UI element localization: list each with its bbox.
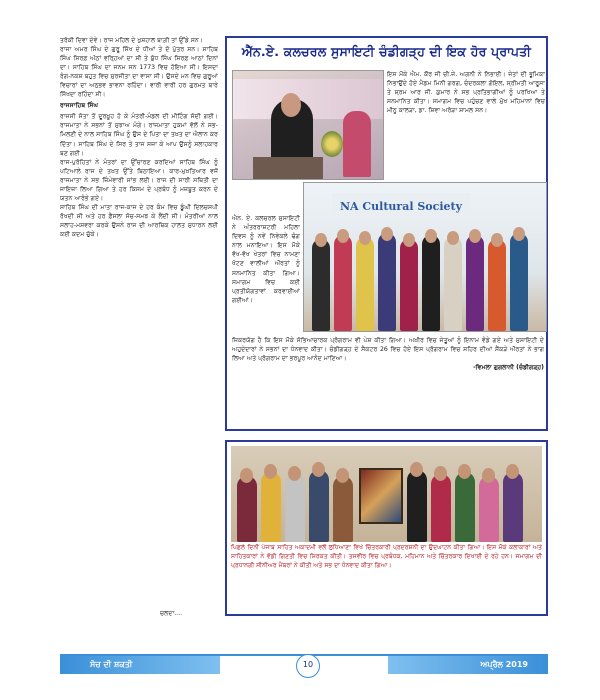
left-column-text: [60, 36, 218, 608]
footer-issue-date: ਅਪ੍ਰੈਲ 2019: [388, 656, 548, 674]
speaker-photo: [232, 70, 384, 180]
article-paragraph-bottom: [232, 336, 544, 428]
page-footer: [60, 654, 548, 678]
magazine-page: [60, 36, 548, 656]
article-paragraph-mid: ਐਨ. ਏ. ਕਲਚਰਲ ਸੁਸਾਇਟੀ ਨੇ ਅੰਤਰਰਾਸ਼ਟਰੀ ਮਹਿਲਾ ਦਿਵਸ ਨੂੰ ਨਵੇਂ ਨਿਵੇਕਲੇ ਢੰਗ ਨਾਲ ਮਨਾਇਆ। ਇਸ ਮੌਕੇ ਵੱਖ-ਵੱਖ ਖੇਤਰਾਂ ਵਿਚ ਨਾਮਣਾ ਖੱਟਣ ਵਾਲੀਆਂ ਔਰਤਾਂ ਨੂੰ ਸਨਮਾਨਿਤ ਕੀਤਾ ਗਿਆ। ਸਮਾਗਮ ਵਿਚ ਕਈ ਪ੍ਰਤੀਯੋਗਤਾਵਾਂ ਕਰਵਾਈਆਂ ਗਈਆਂ।: [232, 215, 300, 304]
article-box: [225, 36, 548, 431]
group-award-photo: [303, 182, 547, 332]
society-banner: NA Cultural Society: [332, 193, 470, 221]
left-paragraph: ਰਾਜ-ਪੁਰੋਹਿਤਾਂ ਨੇ ਮੰਤਰਾਂ ਦਾ ਉੱਚਾਰਣ ਕਰਦਿਆਂ ਸਾਹਿਬ ਸਿੰਘ ਨੂੰ ਪਟਿਆਲੇ ਰਾਜ ਦੇ ਤਖ਼ਤ ਉੱਤੇ ਬਿਠਾਇਆ। ਕਾਰ-ਮੁਖ਼ਤਿਆਰ ਵਜੋਂ ਰਾਜਮਾਤਾ ਨੇ ਸਭ ਜ਼ਿੰਮੇਵਾਰੀ ਸਾਂਭ ਲਈ। ਰਾਜ ਦੀ ਸਾਰੀ ਸਥਿਤੀ ਦਾ ਜਾਇਜ਼ਾ ਲਿਆ ਗਿਆ ਤੇ ਹਰ ਕਿਸਮ ਦੇ ਪ੍ਰਬੰਧ ਨੂੰ ਮਜ਼ਬੂਤ ਕਰਨ ਦੇ ਯਤਨ ਆਰੰਭੇ ਗਏ।: [60, 158, 218, 202]
left-paragraph: ਰਾਜਾ ਅਮਰ ਸਿੰਘ ਦੇ ਗੁਰੂ ਸਿੱਖ ਦੇ ਧੀਆਂ ਤੇ ਦੋ ਪੁੱਤਰ ਸਨ। ਸਾਹਿਬ ਸਿੰਘ ਸਿਰਫ਼ ਅੱਠਾਂ ਵਰ੍ਹਿਆਂ ਦਾ ਸੀ ਤੇ ਬੁੱਧ ਸਿੰਘ ਸਿਰਫ਼ ਆਠਾਂ ਦਿਨਾਂ ਦਾ। ਸਾਹਿਬ ਸਿੰਘ ਦਾ ਜਨਮ ਸਨ 1773 ਵਿਚ ਹੋਇਆ ਸੀ। ਇਸਦਾ ਰੰਗ-ਨਕਸ਼ ਬਹੁਤ ਵਿਚ ਸੁਰਜੀਤਾ ਦਾ ਵਾਸਾ ਸੀ। ਉਸਦੇ ਮਨ ਵਿਚ ਗੁਰੂਆਂ ਵਿਚਾਰਾਂ ਦਾ ਅਨੁਭਵ ਭਾਵਨਾ ਰਹਿੰਦਾ। ਵਾਰੀ ਵਾਰੀ ਹਰ ਗੁਰਮਤ ਬਾਰੇ ਸਿੱਖਦਾ ਰਹਿੰਦਾ ਸੀ।: [60, 46, 218, 99]
painting-artwork: [359, 468, 403, 524]
left-paragraph: ਰਾਜਸੀ ਸੱਤਾ ਤੋਂ ਦੂਰਖ਼ੂਹ ਹੋ ਕੇ ਮੰਤਰੀ-ਮੰਡਲ ਦੀ ਮੀਟਿੰਗ ਸੱਦੀ ਗਈ। ਰਾਜਮਾਤਾ ਨੇ ਸਭਨਾਂ ਤੋਂ ਸੁਝਾਅ ਮੰਗੇ। ਰਾਜਮਾਤਾ ਹੁਕਮਾਂ ਵੱਲੋਂ ਨੇ ਸਭ-ਮਿਲਣੀ ਦੇ ਨਾਲ ਸਾਹਿਬ ਸਿੰਘ ਨੂੰ ਉਸ ਦੇ ਪਿਤਾ ਦਾ ਤਖ਼ਤ ਦਾ ਐਲਾਨ ਕਰ ਦਿੱਤਾ। ਸਾਹਿਬ ਸਿੰਘ ਦੇ ਸਿਰ ਤੇ ਤਾਜ ਸਜਾ ਕੇ ਆਪ ਉਸਨੂੰ ਸਲਾਹਕਾਰ ਬਣ ਗਈ।: [60, 113, 218, 157]
article-body: ਜਿਕਰਯੋਗ ਹੈ ਕਿ ਇਸ ਮੌਕੇ ਸੱਭਿਆਚਾਰਕ ਪ੍ਰੋਗਰਾਮ ਵੀ ਪੇਸ਼ ਕੀਤਾ ਗਿਆ। ਅਖ਼ੀਰ ਵਿਚ ਜੇਤੂਆਂ ਨੂੰ ਇਨਾਮ ਵੰਡੇ ਗਏ ਅਤੇ ਸੁਸਾਇਟੀ ਦੇ ਅਹੁਦੇਦਾਰਾਂ ਨੇ ਸਭਨਾਂ ਦਾ ਧੰਨਵਾਦ ਕੀਤਾ। ਚੰਡੀਗੜ੍ਹ ਦੇ ਸੈਕਟਰ 26 ਵਿਚ ਹੋਏ ਇਸ ਪ੍ਰੋਗਰਾਮ ਵਿਚ ਸ਼ਹਿਰ ਦੀਆਂ ਸੈਂਕੜੇ ਔਰਤਾਂ ਨੇ ਭਾਗ ਲਿਆ ਅਤੇ ਪ੍ਰੋਗਰਾਮ ਦਾ ਭਰਪੂਰ ਆਨੰਦ ਮਾਣਿਆ।: [232, 337, 544, 363]
left-subheading: ਰਾਜਸਾਹਿਬ ਸਿੰਘ: [60, 102, 99, 110]
article-paragraph-top: ਇਸ ਮੌਕੇ ਐਮ. ਕੌਰ ਜੀ ਚੀ.ਜੇ. ਅਗਨੀ ਨੇ ਨਿਭਾਈ। ਜੇਤਾਂ ਦੀ ਭੂਮਿਕਾ ਨਿਭਾਉਂਦੇ ਹੋਏ ਮੈਡਮ ਮਿਨੀ ਗਰਗ, ਚੰਦਰਕਲਾ ਗੋਇਲ, ਸ੍ਰੀਮਤੀ ਆਰੂਸਾ ਤੇ ਸ਼੍ਰਮ ਆਰ ਜੀ. ਕੁਮਾਰ ਨੇ ਸਭ ਪ੍ਰਤਿਭਾਗੀਆਂ ਨੂੰ ਪਰਖਿਆ ਤੇ ਸਨਮਾਨਿਤ ਕੀਤਾ। ਸਮਾਗਮ ਵਿਚ ਪਹੁੰਚਣ ਵਾਲੇ ਮੁੱਖ ਮਹਿਮਾਨਾਂ ਵਿਚ ਮੀਨੂ ਕਾਲੜਾ, ਡਾ. ਸ਼ਿਵਾ ਅਰੋੜਾ ਸ਼ਾਮਲ ਸਨ।: [387, 71, 545, 115]
left-paragraph: ਤਰੱਕੀ ਦਿਵਾ ਦੇਵੇ। ਰਾਜ ਮਹਿਲ ਦੇ ਖੁਸ਼ਹਾਲ ਬਾਗ਼ੀ ਤਾਂ ਉੱਡੇ ਸਨ।: [60, 37, 203, 44]
page-number: 10: [296, 654, 320, 678]
article-headline: ਐੱਨ.ਏ. ਕਲਚਰਲ ਸੁਸਾਇਟੀ ਚੰਡੀਗੜ੍ਹ ਦੀ ਇਕ ਹੋਰ ਪ੍ਰਾਪਤੀ: [241, 44, 532, 59]
exhibition-photo-box: [225, 440, 548, 616]
footer-magazine-name: ਸੋਚ ਦੀ ਸ਼ਕਤੀ: [60, 656, 220, 674]
continued-label: ਚਲਦਾ....: [160, 610, 183, 617]
exhibition-group-photo: [231, 446, 542, 542]
photo-caption: ਪਿਛਲੇ ਦਿਨੀਂ ਪੰਜਾਬ ਸਾਹਿਤ ਅਕਾਦਮੀ ਵਲੋਂ ਲੁਧਿਆਣਾ ਵਿਖੇ ਚਿੱਤਰਕਾਰੀ ਪ੍ਰਦਰਸ਼ਨੀ ਦਾ ਉਦਘਾਟਨ ਕੀਤਾ ਗਿਆ। ਇਸ ਮੌਕੇ ਕਲਾਕਾਰਾਂ ਅਤੇ ਸਾਹਿਤਕਾਰਾਂ ਨੇ ਵੱਡੀ ਗਿਣਤੀ ਵਿਚ ਸ਼ਿਰਕਤ ਕੀਤੀ। ਤਸਵੀਰ ਵਿਚ ਪ੍ਰਬੰਧਕ, ਮਹਿਮਾਨ ਅਤੇ ਚਿੱਤਰਕਾਰ ਦਿਖਾਈ ਦੇ ਰਹੇ ਹਨ। ਸਮਾਗਮ ਦੀ ਪ੍ਰਧਾਨਗੀ ਸੀਨੀਅਰ ਮੈਂਬਰਾਂ ਨੇ ਕੀਤੀ ਅਤੇ ਸਭ ਦਾ ਧੰਨਵਾਦ ਕੀਤਾ ਗਿਆ।: [231, 544, 542, 569]
left-paragraph: ਸਾਹਿਬ ਸਿੰਘ ਦੀ ਮਾਤਾ ਰਾਜ-ਕਾਜ ਦੇ ਹਰ ਕੰਮ ਵਿਚ ਡੂੰਘੀ ਦਿਲਚਸਪੀ ਰੱਖਦੀ ਸੀ ਅਤੇ ਹਰ ਫ਼ੈਸਲਾ ਸੋਚ-ਸਮਝ ਕੇ ਲੈਂਦੀ ਸੀ। ਮੰਤਰੀਆਂ ਨਾਲ ਸਲਾਹ-ਮਸ਼ਵਰਾ ਕਰਕੇ ਉਸਨੇ ਰਾਜ ਦੀ ਆਰਥਿਕ ਹਾਲਤ ਸੁਧਾਰਨ ਲਈ ਕਈ ਕਦਮ ਚੁੱਕੇ।: [60, 203, 218, 238]
article-signature: -ਵਿਮਲਾ ਗੁਗਲਾਨੀ (ਚੰਡੀਗੜ੍ਹ): [473, 364, 544, 372]
